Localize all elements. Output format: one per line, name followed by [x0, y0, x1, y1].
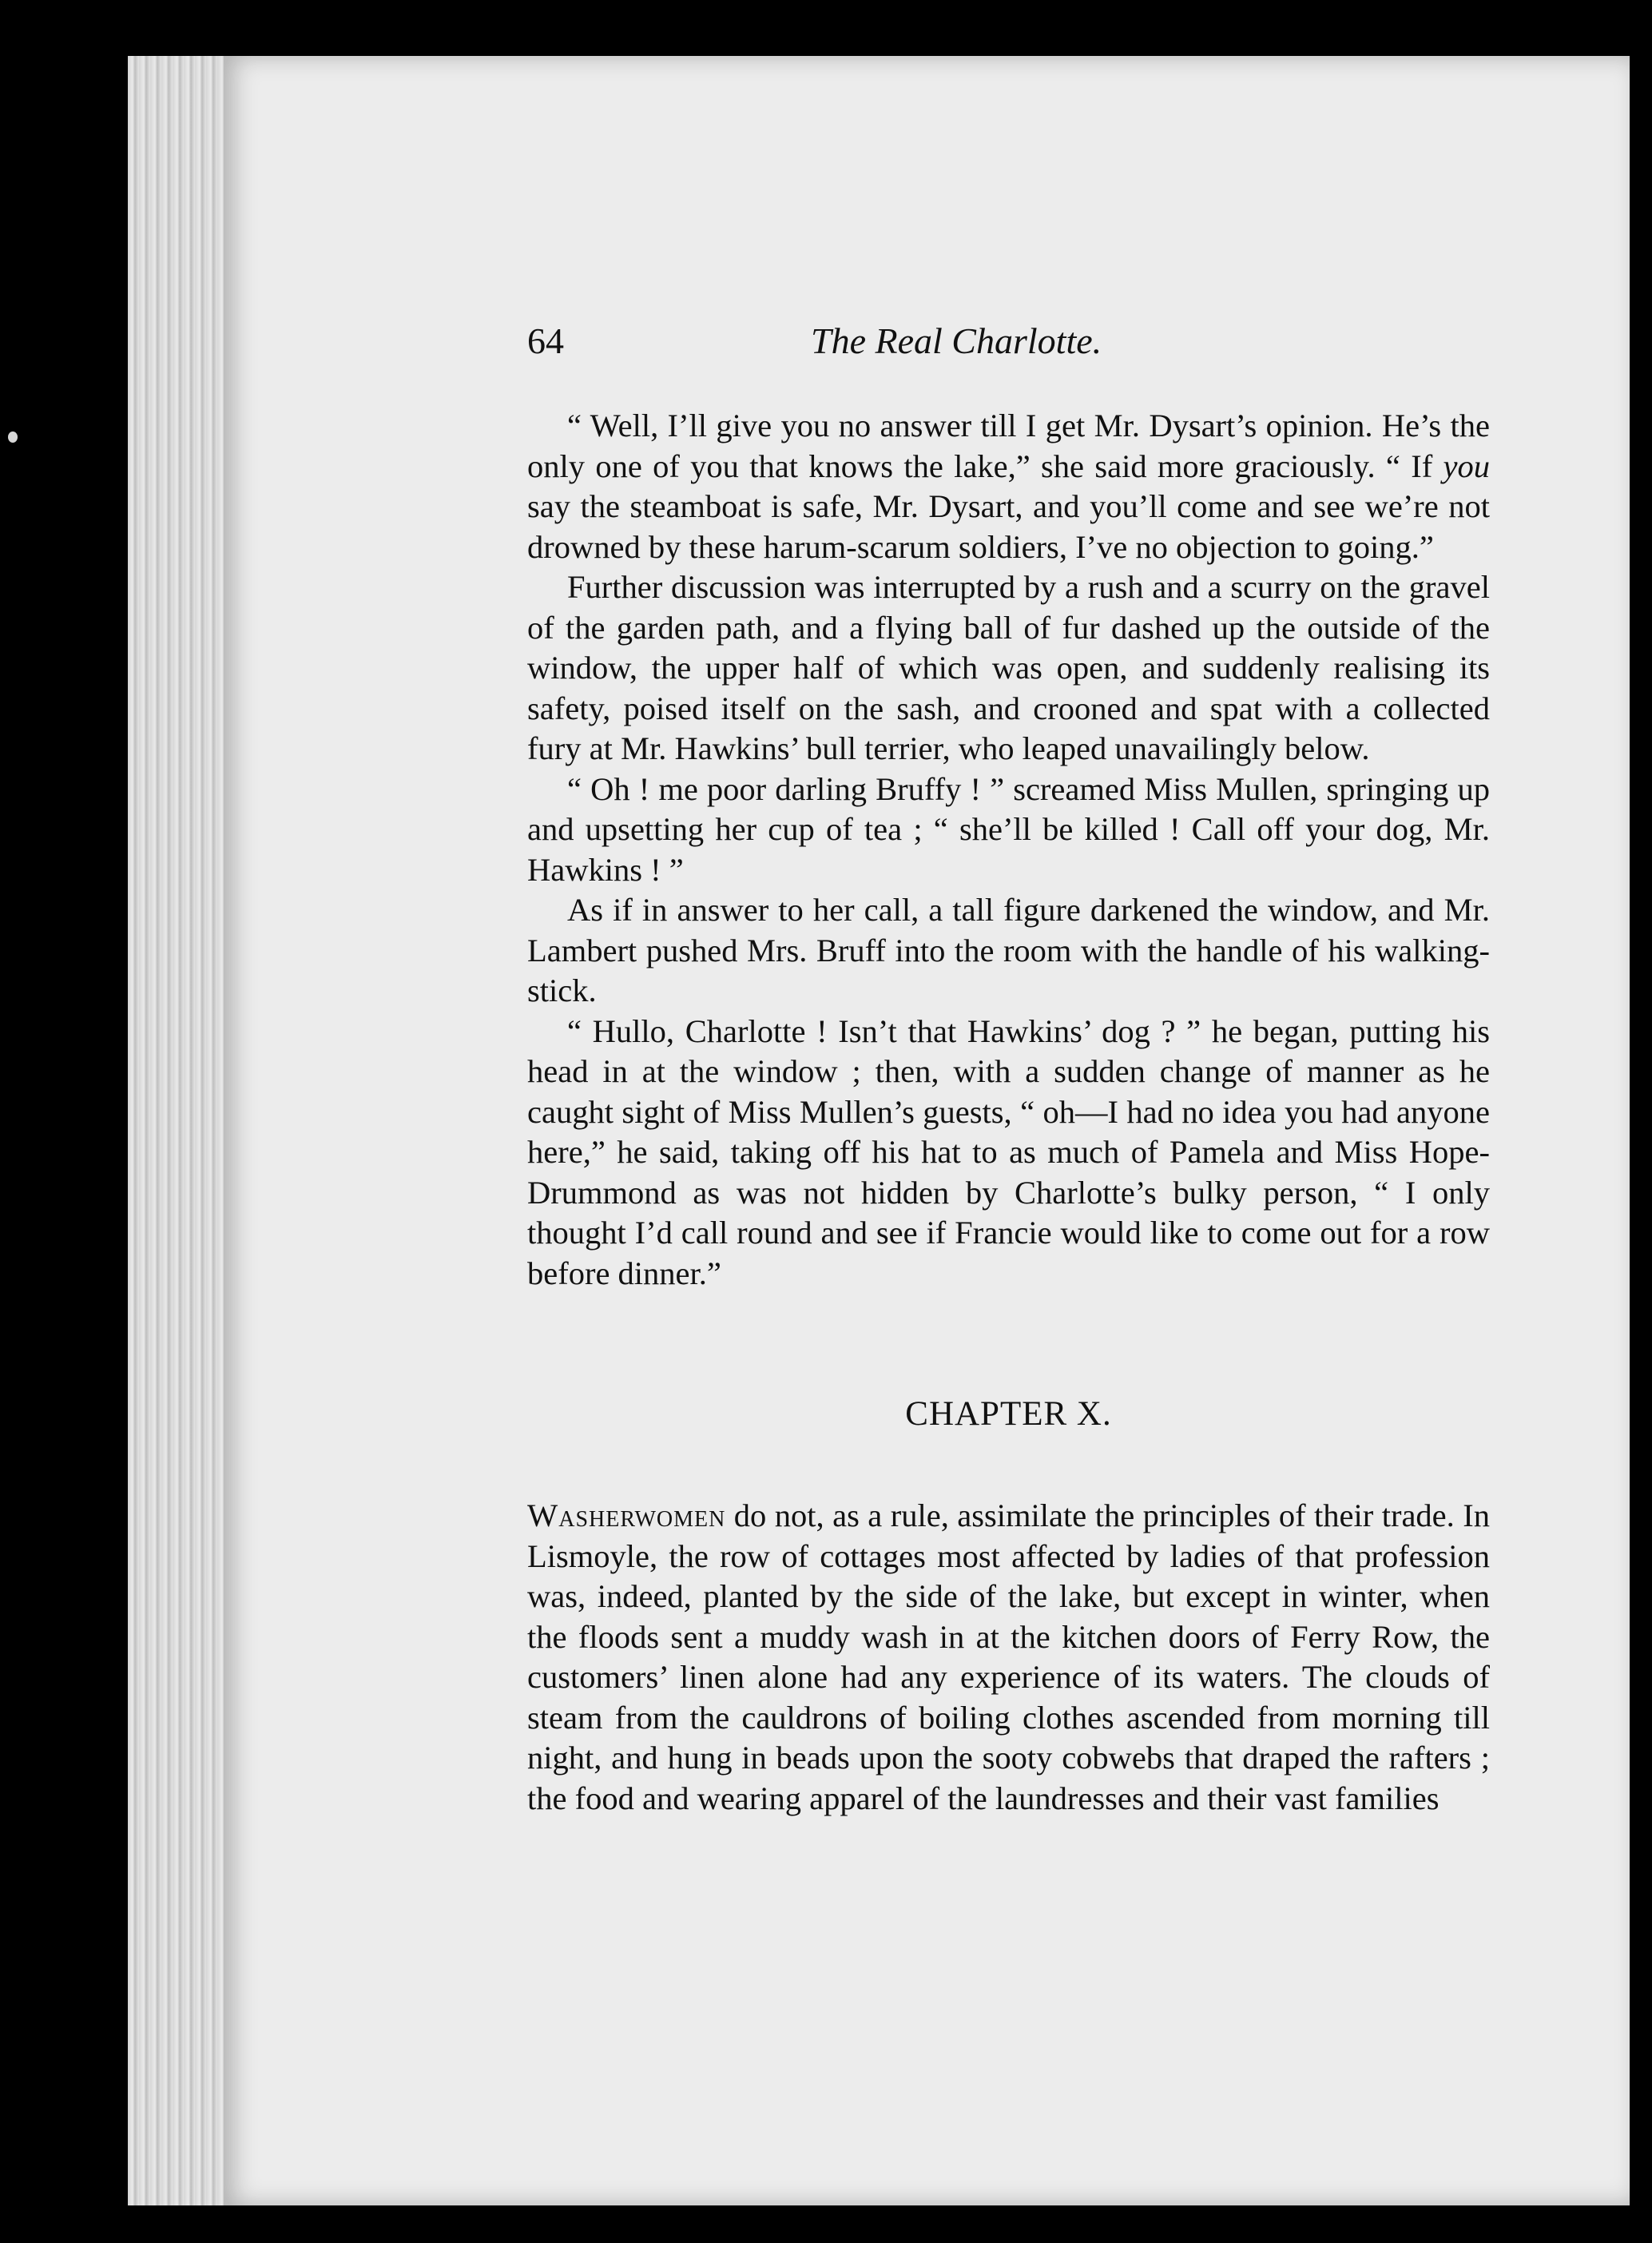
- paragraph-1: [527, 406, 1490, 567]
- paragraph-4: As if in answer to her call, a tall figure darkened the window, and Mr. Lambert pushed Mrs. Bruff into the room with the handle of his walking-stick.: [527, 892, 1490, 1008]
- chapter-heading: CHAPTER X.: [905, 1395, 1112, 1433]
- paragraph-1-emphasis: you: [1443, 447, 1490, 484]
- paragraph-2: Further discussion was interrupted by a rush and a scurry on the gravel of the garden path, and a flying ball of fur dashed up the outside of the window, the upper half of which was open, and suddenly realising its safety, poised itself on the sash, and crooned and spat with a collected fury at Mr. Hawkins’ bull terrier, who leaped unavailingly below.: [527, 569, 1490, 766]
- running-title: The Real Charlotte.: [811, 320, 1102, 361]
- paragraph-6-lead-word: Washerwomen: [527, 1497, 726, 1533]
- running-head: [527, 320, 1490, 368]
- page-number: 64: [527, 320, 564, 361]
- book-page: [224, 56, 1630, 2205]
- paragraph-6-text: do not, as a rule, assimilate the principles of their trade. In Lismoyle, the row of cottages most affected by ladies of that profession was, indeed, planted by the side of the lake, but except in winter, when the floods sent a muddy wash in at the kitchen doors of Ferry Row, the customers’ linen alone had any experience of its waters. The clouds of steam from the cauldrons of boiling clothes ascended from morning till night, and hung in beads upon the sooty cobwebs that draped the rafters ; the food and wearing apparel of the laundresses and their vast families: [527, 1497, 1490, 1816]
- paragraph-3: “ Oh ! me poor darling Bruffy ! ” screamed Miss Mullen, springing up and upsetting her cup of tea ; “ she’ll be killed ! Call off your dog, Mr. Hawkins ! ”: [527, 770, 1490, 888]
- margin-speck: [8, 431, 18, 443]
- page-edge-stack: [128, 56, 232, 2205]
- paragraph-1-text-b: say the steamboat is safe, Mr. Dysart, and you’ll come and see we’re not drowned by these harum-scarum soldiers, I’ve no objection to going.”: [527, 488, 1490, 565]
- page-text-block: [527, 320, 1490, 1819]
- paragraph-1-text-a: “ Well, I’ll give you no answer till I get Mr. Dysart’s opinion. He’s the only one of you that knows the lake,” she said more graciously. “ If: [527, 408, 1490, 484]
- paragraph-6: [527, 1496, 1490, 1819]
- paragraph-5: “ Hullo, Charlotte ! Isn’t that Hawkins’ dog ? ” he began, putting his head in at the window ; then, with a sudden change of manner as he caught sight of Miss Mullen’s guests, “ oh—I had no idea you had anyone here,” he said, taking off his hat to as much of Pamela and Miss Hope-Drummond as was not hidden by Charlotte’s bulky person, “ I only thought I’d call round and see if Francie would like to come out for a row before dinner.”: [527, 1012, 1490, 1291]
